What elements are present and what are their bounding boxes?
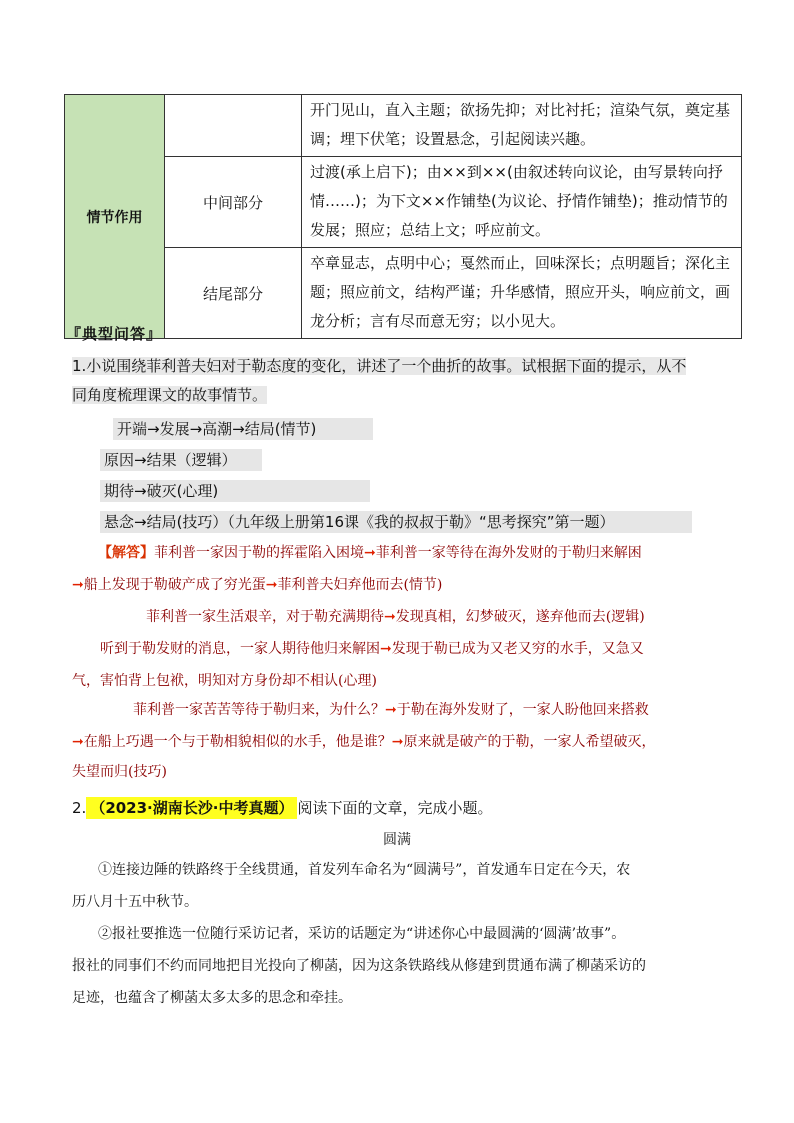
question-1-line: 1.小说围绕菲利普夫妇对于勒态度的变化，讲述了一个曲折的故事。试根据下面的提示，从不 <box>72 357 687 375</box>
answer-line <box>146 601 645 633</box>
section-title: 『典型问答』 <box>66 325 163 343</box>
arrow-icon: ➞ <box>380 641 392 657</box>
question-number: 2. <box>72 799 87 817</box>
arrow-icon: ➞ <box>265 577 278 593</box>
desc-cell: 卒章显志，点明中心；戛然而止，回味深长；点明题旨；深化主题；照应前文，结构严谨；升华感情，照应开头，响应前文，画龙分析；言有尽而意无穷；以小见大。 <box>302 248 742 339</box>
essay-line: ②报社要推选一位随行采访记者，采访的话题定为“讲述你心中最圆满的‘圆满’故事”。 <box>98 926 626 942</box>
answer-line <box>72 726 655 758</box>
answer-line <box>100 633 644 665</box>
answer-text: 菲利普夫妇弃他而去(情节) <box>277 577 443 593</box>
answer-text: 船上发现于勒破产成了穷光蛋 <box>83 577 266 593</box>
question-1-line: 同角度梳理课文的故事情节。 <box>72 386 268 404</box>
answer-label: 【解答】 <box>98 545 154 561</box>
answer-text: 菲利普一家生活艰辛，对于勒充满期待 <box>146 609 384 625</box>
category-cell: 情节作用 <box>65 95 165 339</box>
part-cell: 中间部分 <box>165 157 302 248</box>
essay-line: ①连接边陲的铁路终于全线贯通，首发列车命名为“圆满号”，首发通车日定在今天，农 <box>98 862 631 878</box>
question-2 <box>72 796 492 820</box>
arrow-icon: ➞ <box>391 734 404 750</box>
answer-line: 失望而归(技巧) <box>72 764 167 780</box>
answer-text: 原来就是破产的于勒，一家人希望破灭， <box>403 734 656 750</box>
answer-line <box>98 537 642 569</box>
hint-line: 开端→发展→高潮→结局(情节) <box>113 418 373 440</box>
answer-text: 于勒在海外发财了，一家人盼他回来搭救 <box>396 702 649 718</box>
answer-line: 气，害怕背上包袱，明知对方身份却不相认(心理) <box>72 673 377 689</box>
answer-line <box>133 694 649 726</box>
question-text: 阅读下面的文章，完成小题。 <box>297 799 493 817</box>
answer-text: 菲利普一家苦苦等待于勒归来，为什么？ <box>133 702 385 718</box>
answer-text: 在船上巧遇一个与于勒相貌相似的水手，他是谁？ <box>83 734 392 750</box>
arrow-icon: ➞ <box>72 734 84 750</box>
table-row <box>65 248 742 339</box>
arrow-icon: ➞ <box>72 577 84 593</box>
table-row <box>65 95 742 157</box>
part-cell: 结尾部分 <box>165 248 302 339</box>
part-cell <box>165 95 302 157</box>
essay-line: 历八月十五中秋节。 <box>72 894 198 910</box>
desc-cell: 开门见山，直入主题；欲扬先抑；对比衬托；渲染气氛，奠定基调；埋下伏笔；设置悬念，引起阅读兴趣。 <box>302 95 742 157</box>
essay-line: 报社的同事们不约而同地把目光投向了柳菡，因为这条铁路线从修建到贯通布满了柳菡采访的 <box>72 958 646 974</box>
hint-line: 期待→破灭(心理) <box>100 480 370 502</box>
arrow-icon: ➞ <box>385 702 397 718</box>
table-row <box>65 157 742 248</box>
answer-text: 发现于勒已成为又老又穷的水手，又急又 <box>391 641 644 657</box>
question-1 <box>72 352 722 410</box>
essay-title: 圆满 <box>383 832 411 848</box>
essay-line: 足迹，也蕴含了柳菡太多太多的思念和牵挂。 <box>72 990 352 1006</box>
answer-text: 听到于勒发财的消息，一家人期待他归来解困 <box>100 641 380 657</box>
answer-text: 菲利普一家因于勒的挥霍陷入困境 <box>154 545 364 561</box>
answer-line <box>72 569 442 601</box>
hint-line: 原因→结果（逻辑） <box>100 449 262 471</box>
desc-cell: 过渡(承上启下)；由××到××(由叙述转向议论，由写景转向抒情……)；为下文××作铺垫(为议论、抒情作铺垫)；推动情节的发展；照应；总结上文；呼应前文。 <box>302 157 742 248</box>
hint-line: 悬念→结局(技巧）（九年级上册第16课《我的叔叔于勒》“思考探究”第一题） <box>100 511 692 533</box>
plot-function-table <box>64 94 742 339</box>
answer-text: 菲利普一家等待在海外发财的于勒归来解困 <box>375 545 642 561</box>
arrow-icon: ➞ <box>364 545 376 561</box>
source-badge: （2023·湖南长沙·中考真题） <box>86 797 297 819</box>
answer-text: 发现真相，幻梦破灭，遂弃他而去(逻辑) <box>395 609 645 625</box>
arrow-icon: ➞ <box>384 609 396 625</box>
